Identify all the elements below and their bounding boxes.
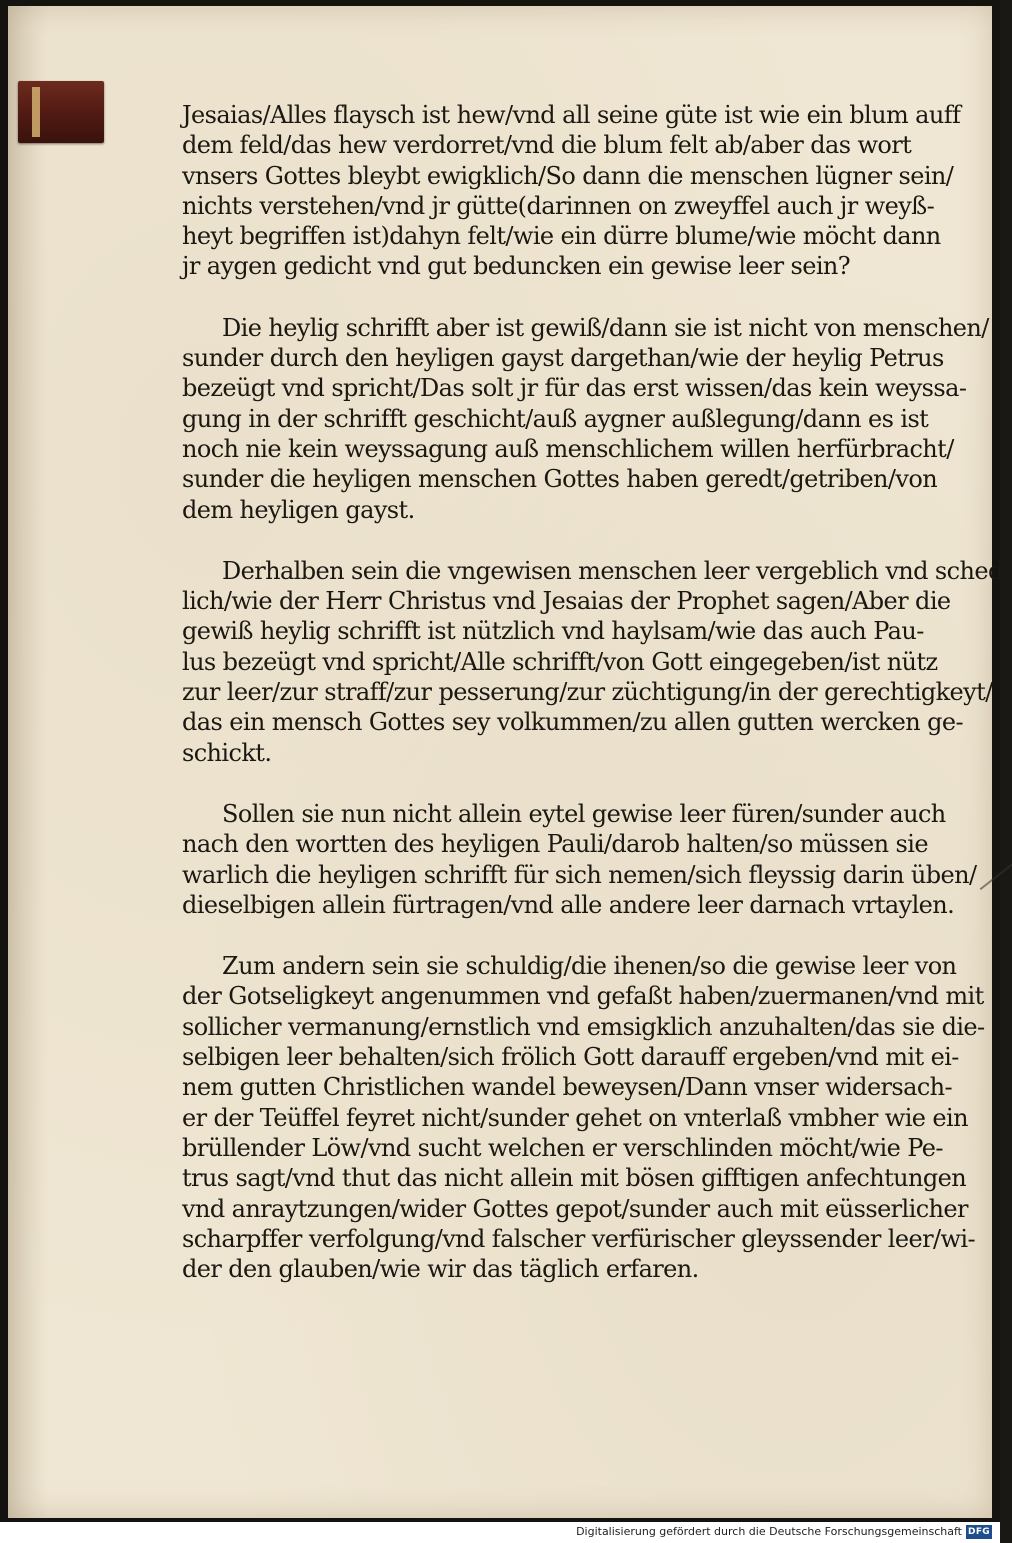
paragraph-4 (182, 799, 977, 920)
text-line: dem heyligen gayst. (182, 495, 415, 524)
text-line: Die heylig schrifft aber ist gewiß/dann sie ist nicht von menschen/ (222, 313, 989, 342)
text-line: brüllender Löw/vnd sucht welchen er verschlinden möcht/wie Pe- (182, 1133, 943, 1162)
text-line: Derhalben sein die vngewisen menschen leer vergeblich vnd sched- (222, 556, 1011, 585)
text-line: lich/wie der Herr Christus vnd Jesaias der Prophet sagen/Aber die (182, 587, 951, 616)
text-line: sunder durch den heyligen gayst dargethan/wie der heylig Petrus (182, 344, 944, 373)
text-line: nach den wortten des heyligen Pauli/darob halten/so müssen sie (182, 830, 928, 859)
text-line: jr aygen gedicht vnd gut beduncken ein gewise leer sein? (182, 252, 851, 281)
text-line: sunder die heyligen menschen Gottes haben geredt/getriben/von (182, 465, 938, 494)
page-text (182, 100, 1011, 1284)
text-line: das ein mensch Gottes sey volkummen/zu allen gutten wercken ge- (182, 708, 964, 737)
text-line: nem gutten Christlichen wandel beweysen/Dann vnser widersach- (182, 1073, 953, 1102)
text-line: Zum andern sein sie schuldig/die ihenen/so die gewise leer von (222, 952, 957, 981)
text-line: dieselbigen allein fürtragen/vnd alle andere leer darnach vrtaylen. (182, 890, 955, 919)
text-line: sollicher vermanung/ernstlich vnd emsigklich anzuhalten/das sie die- (182, 1012, 985, 1041)
paragraph-2 (182, 313, 989, 525)
bookmark-tab-stripe (32, 87, 40, 137)
text-line: noch nie kein weyssagung auß menschlichem willen herfürbracht/ (182, 434, 954, 463)
funding-credit: Digitalisierung gefördert durch die Deutsche Forschungsgemeinschaft (576, 1525, 962, 1538)
text-line: Sollen sie nun nicht allein eytel gewise leer füren/sunder auch (222, 799, 946, 828)
text-line: er der Teüffel feyret nicht/sunder gehet on vnterlaß vmbher wie ein (182, 1103, 968, 1132)
text-line: Jesaias/Alles flaysch ist hew/vnd all seine güte ist wie ein blum auff (182, 101, 961, 129)
text-line: warlich die heyligen schrifft für sich nemen/sich fleyssig darin üben/ (182, 860, 977, 889)
footer-bar (0, 1522, 1000, 1543)
text-line: nichts verstehen/vnd jr gütte(darinnen on zweyffel auch jr weyß- (182, 191, 935, 220)
page-edge-mark (980, 864, 1012, 890)
text-line: gewiß heylig schrifft ist nützlich vnd haylsam/wie das auch Pau- (182, 617, 924, 646)
text-line: selbigen leer behalten/sich frölich Gott darauff ergeben/vnd mit ei- (182, 1043, 959, 1072)
text-line: der den glauben/wie wir das täglich erfaren. (182, 1255, 699, 1284)
text-line: heyt begriffen ist)dahyn felt/wie ein dürre blume/wie möcht dann (182, 222, 941, 251)
text-line: zur leer/zur straff/zur pesserung/zur züchtigung/in der gerechtigkeyt/ (182, 678, 993, 707)
paragraph-5 (182, 951, 985, 1284)
text-line: bezeügt vnd spricht/Das solt jr für das erst wissen/das kein weyssa- (182, 374, 967, 403)
text-line: vnd anraytzungen/wider Gottes gepot/sunder auch mit eüsserlicher (182, 1194, 968, 1223)
text-line: der Gotseligkeyt angenummen vnd gefaßt haben/zuermanen/vnd mit (182, 982, 984, 1011)
text-line: lus bezeügt vnd spricht/Alle schrifft/von Gott eingegeben/ist nütz (182, 647, 938, 676)
paragraph-1 (182, 100, 961, 282)
bookmark-tab (18, 81, 104, 143)
text-line: scharpffer verfolgung/vnd falscher verfürischer gleyssender leer/wi- (182, 1224, 975, 1253)
dfg-logo: DFG (966, 1525, 992, 1539)
text-line: vnsers Gottes bleybt ewigklich/So dann die menschen lügner sein/ (182, 161, 954, 190)
text-line: schickt. (182, 738, 272, 767)
text-line: trus sagt/vnd thut das nicht allein mit bösen gifftigen anfechtungen (182, 1164, 967, 1193)
text-line: gung in der schrifft geschicht/auß aygner außlegung/dann es ist (182, 404, 929, 433)
text-line: dem feld/das hew verdorret/vnd die blum felt ab/aber das wort (182, 131, 912, 160)
paragraph-3 (182, 556, 1011, 768)
